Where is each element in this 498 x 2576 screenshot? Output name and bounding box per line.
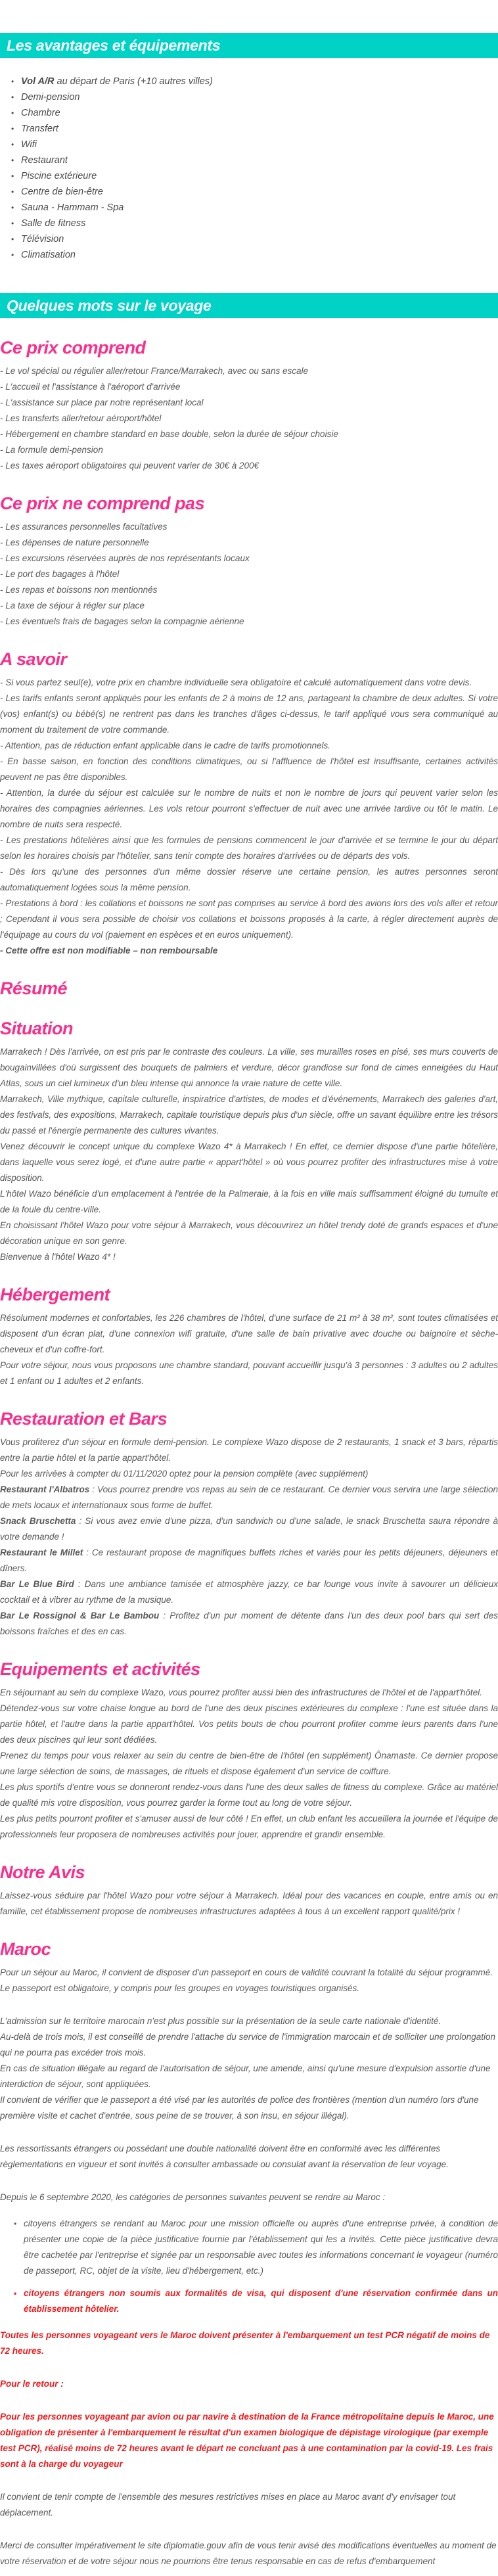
- section-maroc: [0, 1939, 498, 2569]
- paragraph: - Attention, la durée du séjour est calculée sur le nombre de nuits et non le nombre de jours qui peuvent varier selon les horaires des compagnies aériennes. Les vols retour pourront s'effectuer de nuit avec une arrivée tardive ou tôt le matin. Le nombre de nuits sera respecté.: [0, 788, 498, 829]
- paragraph: Venez découvrir le concept unique du complexe Wazo 4* à Marrakech ! En effet, ce dernier dispose d'une partie hôtelière, dans laquelle vous serez logé, et d'une autre partie « appart'hôtel » où vous pourrez profiter des infrastructures mise à votre disposition.: [0, 1141, 498, 1183]
- paragraph: Pour votre séjour, nous vous proposons une chambre standard, pouvant accueillir jusqu'à 3 personnes : 3 adultes ou 2 adultes et 1 enfant ou 1 adultes et 2 enfants.: [0, 1360, 498, 1386]
- paragraph: Le passeport est obligatoire, y compris pour les groupes en voyages touristiques organisés.: [0, 1983, 360, 1993]
- paragraph: Toutes les personnes voyageant vers le Maroc doivent présenter à l'embarquement un test PCR négatif de moins de 72 heures.: [0, 2330, 490, 2356]
- bullet-icon: •: [11, 140, 14, 149]
- bullet-icon: •: [11, 187, 14, 196]
- section-equipements: [0, 1659, 498, 1843]
- amenity-item: • Transfert: [21, 121, 498, 137]
- amenities-list: [0, 74, 498, 263]
- paragraph-lead: Restaurant le Millet: [0, 1548, 83, 1557]
- amenity-lead: Vol A/R: [21, 76, 55, 87]
- paragraph: En choisissant l'hôtel Wazo pour votre séjour à Marrakech, vous découvrirez un hôtel trendy doté de grands espaces et d'une décoration unique en son genre.: [0, 1220, 498, 1246]
- paragraph: - Les assurances personnelles facultatives: [0, 522, 168, 532]
- paragraph: Vous profiterez d'un séjour en formule demi-pension. Le complexe Wazo dispose de 2 restaurants, 1 snack et 3 bars, répartis entre la partie hôtel et la partie appart'hôtel.: [0, 1437, 498, 1463]
- paragraph-gap: [0, 2124, 498, 2141]
- paragraph: Marrakech ! Dès l'arrivée, on est pris par le contraste des couleurs. La ville, ses murailles roses en pisé, ses murs couverts de bougainvillées d'où surgissent des bouquets de palmiers et verdure, décor grandiose sur fond de cimes enneigées du Haut Atlas, sous un ciel lumineux d'un bleu intense qui annonce la vraie nature de cette ville.: [0, 1047, 498, 1088]
- paragraph: Marrakech, Ville mythique, capitale culturelle, inspiratrice d'artistes, de modes et d'événements, Marrakech des galeries d'art, des festivals, des expositions, Marrakech, capitale touristique depuis plus d'un siècle, offre un savant équilibre entre les trésors du passé et l'énergie permanente des cultures vivantes.: [0, 1094, 498, 1136]
- paragraph: Pour les personnes voyageant par avion ou par navire à destination de la France métropolitaine depuis le Maroc, une obligation de présenter à l'embarquement le résultat d'un examen biologique de dépistage virologique (par exemple test PCR), réalisé moins de 72 heures avant le départ ne concluant pas à une contamination par la covid-19. Les frais sont à la charge du voyageur: [0, 2412, 494, 2469]
- paragraph: En séjournant au sein du complexe Wazo, vous pourrez profiter aussi bien des infrastructures de l'hôtel et de l'appart'hôtel.: [0, 1688, 482, 1697]
- bullet-icon: •: [11, 77, 14, 86]
- paragraph: - Les taxes aéroport obligatoires qui peuvent varier de 30€ à 200€: [0, 461, 260, 471]
- paragraph: Restaurant l'Albatros : Vous pourrez prendre vos repas au sein de ce restaurant. Ce dernier vous servira une large sélection de mets locaux et internationaux sous forme de buffet.: [0, 1484, 498, 1510]
- section-heading-equipements: Equipements et activités: [0, 1659, 200, 1679]
- paragraph-lead: Bar Le Blue Bird: [0, 1579, 74, 1589]
- paragraph: - Les éventuels frais de bagages selon la compagnie aérienne: [0, 616, 244, 626]
- paragraph: - La formule demi-pension: [0, 445, 103, 455]
- paragraph: Bienvenue à l'hôtel Wazo 4* !: [0, 1252, 116, 1262]
- section-resume: [0, 978, 498, 999]
- bullet-icon: •: [11, 93, 14, 102]
- paragraph: Snack Bruschetta : Si vous avez envie d'une pizza, d'un sandwich ou d'une salade, le snack Bruschetta saura répondre à votre demande !: [0, 1516, 498, 1542]
- paragraph: L'hôtel Wazo bénéficie d'un emplacement à l'entrée de la Palmeraie, à la fois en ville mais suffisamment éloigné du tumulte et de la foule du centre-ville.: [0, 1189, 498, 1214]
- bullet-icon: •: [11, 219, 14, 228]
- section-restauration: [0, 1409, 498, 1640]
- paragraph: - Les dépenses de nature personnelle: [0, 538, 149, 547]
- bullet-icon: •: [11, 203, 14, 212]
- section-heading-a-savoir: A savoir: [0, 649, 67, 669]
- bullet-list-item: • citoyens étrangers non soumis aux formalités de visa, qui disposent d'une réservation confirmée dans un établissement hôtelier.: [24, 2286, 498, 2317]
- paragraph: Il convient de tenir compte de l'ensemble des mesures restrictives mises en place au Maroc avant d'y envisager tout déplacement.: [0, 2492, 456, 2518]
- paragraph: - Si vous partez seul(e), votre prix en chambre individuelle sera obligatoire et calculé automatiquement dans votre devis.: [0, 678, 472, 687]
- bullet-icon: •: [11, 250, 14, 260]
- paragraph-gap: [0, 2392, 498, 2409]
- amenity-item: • Centre de bien-être: [21, 184, 498, 200]
- amenity-item: • Demi-pension: [21, 89, 498, 105]
- amenity-item: • Vol A/R au départ de Paris (+10 autres villes): [21, 74, 498, 89]
- paragraph: Pour un séjour au Maroc, il convient de disposer d'un passeport en cours de validité couvrant la totalité du séjour programmé.: [0, 1967, 493, 1977]
- amenity-item: • Piscine extérieure: [21, 168, 498, 184]
- section-heading-restauration: Restauration et Bars: [0, 1409, 168, 1429]
- banner-avantages-title: Les avantages et équipements: [7, 36, 221, 54]
- amenity-item: • Restaurant: [21, 152, 498, 168]
- paragraph: - Cette offre est non modifiable – non remboursable: [0, 946, 218, 955]
- amenity-item: • Climatisation: [21, 247, 498, 263]
- paragraph: Laissez-vous séduire par l'hôtel Wazo pour votre séjour à Marrakech. Idéal pour des vacances en couple, entre amis ou en famille, cet établissement propose de nombreuses infrastructures adaptées à tous à un excellent rapport qualité/prix !: [0, 1891, 498, 1916]
- paragraph: - Le vol spécial ou régulier aller/retour France/Marrakech, avec ou sans escale: [0, 366, 308, 376]
- paragraph: Les ressortissants étrangers ou possédant une double nationalité doivent être en conformité avec les différentes règlementations en vigueur et sont invités à consulter ambassade ou consulat avant la réservation de leur voyage.: [0, 2144, 449, 2169]
- paragraph: Bar Le Blue Bird : Dans une ambiance tamisée et atmosphère jazzy, ce bar lounge vous invite à savourer un délicieux cocktail et à vibrer au rythme de la musique.: [0, 1579, 498, 1605]
- amenity-item: • Télévision: [21, 231, 498, 247]
- paragraph: Il convient de vérifier que le passeport a été visé par les autorités de police des frontières (mention d'un numéro lors d'une première visite et cachet d'entrée, sous peine de se trouver, à son insu, en séjour illégal).: [0, 2095, 479, 2121]
- paragraph: - En basse saison, en fonction des conditions climatiques, ou si l'affluence de l'hôtel est insuffisante, certaines activités peuvent ne pas être disponibles.: [0, 756, 498, 782]
- section-a-savoir: [0, 649, 498, 959]
- section-heading-prix-ne-comprend-pas: Ce prix ne comprend pas: [0, 494, 205, 513]
- amenity-item: • Salle de fitness: [21, 216, 498, 231]
- paragraph: Depuis le 6 septembre 2020, les catégories de personnes suivantes peuvent se rendre au Maroc :: [0, 2192, 386, 2202]
- paragraph: - L'accueil et l'assistance à l'aéroport d'arrivée: [0, 382, 181, 392]
- paragraph: Au-delà de trois mois, il est conseillé de prendre l'attache du service de l'immigration marocain et de solliciter une prolongation qui ne pourra pas excéder trois mois.: [0, 2032, 496, 2058]
- amenity-item: • Wifi: [21, 137, 498, 152]
- section-heading-maroc: Maroc: [0, 1939, 51, 1959]
- amenity-item: • Chambre: [21, 105, 498, 121]
- paragraph: - Prestations à bord : les collations et boissons ne sont pas comprises au service à bord des avions lors des vols aller et retour ; Cependant il vous sera possible de choisir vos collations et boissons proposés à la carte, à régler directement auprès de l'équipage au cours du vol (paiement en espèces et en euros uniquement).: [0, 898, 498, 940]
- paragraph: L'admission sur le territoire marocain n'est plus possible sur la présentation de la seule carte nationale d'identité.: [0, 2016, 441, 2026]
- paragraph-gap: [0, 2173, 498, 2190]
- paragraph: Les plus petits pourront profiter et s'amuser aussi de leur côté ! En effet, un club enfant les accueillera la journée et l'équipe de professionnels leur proposera de nombreuses activités pour jouer, apprendre et grandir ensemble.: [0, 1814, 498, 1839]
- paragraph-lead: Restaurant l'Albatros: [0, 1484, 90, 1494]
- bullet-icon: •: [11, 124, 14, 133]
- bullet-icon: •: [14, 2289, 17, 2298]
- paragraph: Les plus sportifs d'entre vous se donneront rendez-vous dans l'une des deux salles de fitness du complexe. Grâce au matériel de qualité mis votre disposition, vous pourrez garder la forme tout au long de votre séjour.: [0, 1782, 498, 1808]
- section-heading-prix-comprend: Ce prix comprend: [0, 338, 146, 357]
- paragraph: - Le port des bagages à l'hôtel: [0, 569, 120, 579]
- banner-voyage: [0, 293, 498, 318]
- section-notre-avis: [0, 1862, 498, 1920]
- bullet-icon: •: [14, 2219, 17, 2228]
- paragraph: Merci de consulter impérativement le site diplomatie.gouv afin de vous tenir avisé des modifications éventuelles au moment de votre réservation et de votre séjour nous ne pourrions être tenus responsable en cas de refus d'embarquement: [0, 2541, 497, 2566]
- section-heading-notre-avis: Notre Avis: [0, 1862, 85, 1882]
- paragraph: - Hébergement en chambre standard en base double, selon la durée de séjour choisie: [0, 429, 338, 439]
- paragraph: - Dès lors qu'une des personnes d'un même dossier réserve une certaine pension, les autres personnes seront automatiquement logées sous la même pension.: [0, 867, 498, 892]
- bullet-icon: •: [11, 172, 14, 181]
- section-heading-resume: Résumé: [0, 978, 68, 998]
- banner-voyage-title: Quelques mots sur le voyage: [7, 296, 212, 314]
- paragraph: En cas de situation illégale au regard de l'autorisation de séjour, une amende, ainsi qu'une mesure d'expulsion assortie d'une interdiction de séjour, sont appliquées.: [0, 2063, 491, 2089]
- amenity-item: • Sauna - Hammam - Spa: [21, 200, 498, 216]
- bullet-icon: •: [11, 108, 14, 118]
- paragraph: Détendez-vous sur votre chaise longue au bord de l'une des deux piscines extérieures du complexe : l'une est située dans la partie hôtel, et l'autre dans la partie appart'hôtel. Vos petits bouts de chou pourront profiter comme leurs parents dans l'une des deux piscines qui leur sont dédiées.: [0, 1703, 498, 1745]
- paragraph-gap: [0, 1996, 498, 2013]
- section-prix-comprend: [0, 338, 498, 474]
- bullet-list: [0, 2216, 498, 2317]
- page-bottom-padding: [0, 2569, 498, 2576]
- paragraph: - Les excursions réservées auprès de nos représentants locaux: [0, 553, 250, 563]
- section-heading-hebergement: Hébergement: [0, 1285, 110, 1304]
- paragraph: - Les repas et boissons non mentionnés: [0, 585, 158, 595]
- section-heading-situation: Situation: [0, 1019, 73, 1038]
- voyage-sections: [0, 338, 498, 2569]
- paragraph-gap: [0, 2472, 498, 2489]
- paragraph-lead: Snack Bruschetta: [0, 1516, 76, 1526]
- bullet-list-item: • citoyens étrangers se rendant au Maroc pour une mission officielle ou auprès d'une entreprise privée, à condition de présenter une copie de la pièce justificative fournie par l'établissement qui les a invités. Cette pièce justificative devra être cachetée par l'entreprise et signée par un responsable avec toutes les informations concernant le voyageur (numéro de passeport, RC, objet de la visite, lieu d'hébergement, etc.): [24, 2216, 498, 2279]
- banner-avantages: [0, 33, 498, 58]
- bullet-icon: •: [11, 156, 14, 165]
- section-prix-ne-comprend-pas: [0, 494, 498, 630]
- paragraph: - Les prestations hôtelières ainsi que les formules de pensions commencent le jour d'arrivée et se termine le jour du départ selon les horaires choisis par l'hôtelier, sans tenir compte des horaires d'arrivées ou de départs des vols.: [0, 835, 498, 861]
- paragraph: - Les transferts aller/retour aéroport/hôtel: [0, 413, 162, 423]
- paragraph: - Les tarifs enfants seront appliqués pour les enfants de 2 à moins de 12 ans, partageant la chambre de deux adultes. Si votre (vos) enfant(s) ou bébé(s) ne rentrent pas dans les tranches d'âges ci-dessus, le tarif appliqué vous sera communiqué au moment du traitement de votre commande.: [0, 693, 498, 735]
- paragraph-lead: Bar Le Rossignol & Bar Le Bambou: [0, 1611, 160, 1621]
- paragraph-gap: [0, 2359, 498, 2376]
- paragraph: Résolument modernes et confortables, les 226 chambres de l'hôtel, d'une surface de 21 m² à 38 m², sont toutes climatisées et disposent d'un écran plat, d'une connexion wifi gratuite, d'une salle de bain privative avec douche ou baignoire et sèche-cheveux et d'un coffre-fort.: [0, 1313, 498, 1354]
- paragraph: Bar Le Rossignol & Bar Le Bambou : Profitez d'un pur moment de détente dans l'un des deux pool bars qui sert des boissons fraîches et des en cas.: [0, 1611, 498, 1636]
- bullet-icon: •: [11, 235, 14, 244]
- paragraph: - L'assistance sur place par notre représentant local: [0, 398, 204, 407]
- section-situation: [0, 1019, 498, 1265]
- paragraph: Pour les arrivées à compter du 01/11/2020 optez pour la pension complète (avec supplément): [0, 1469, 369, 1479]
- paragraph: Pour le retour :: [0, 2379, 64, 2389]
- section-hebergement: [0, 1285, 498, 1389]
- paragraph: Restaurant le Millet : Ce restaurant propose de magnifiques buffets riches et variés pour les petits déjeuners, déjeuners et dîners.: [0, 1548, 498, 1573]
- paragraph: Prenez du temps pour vous relaxer au sein du centre de bien-être de l'hôtel (en supplément) Ônamaste. Ce dernier propose une large sélection de soins, de massages, de rituels et dispose également d'un service de coiffure.: [0, 1751, 498, 1776]
- paragraph: - Attention, pas de réduction enfant applicable dans le cadre de tarifs promotionnels.: [0, 741, 331, 750]
- paragraph-gap: [0, 2521, 498, 2538]
- paragraph: - La taxe de séjour à régler sur place: [0, 601, 145, 610]
